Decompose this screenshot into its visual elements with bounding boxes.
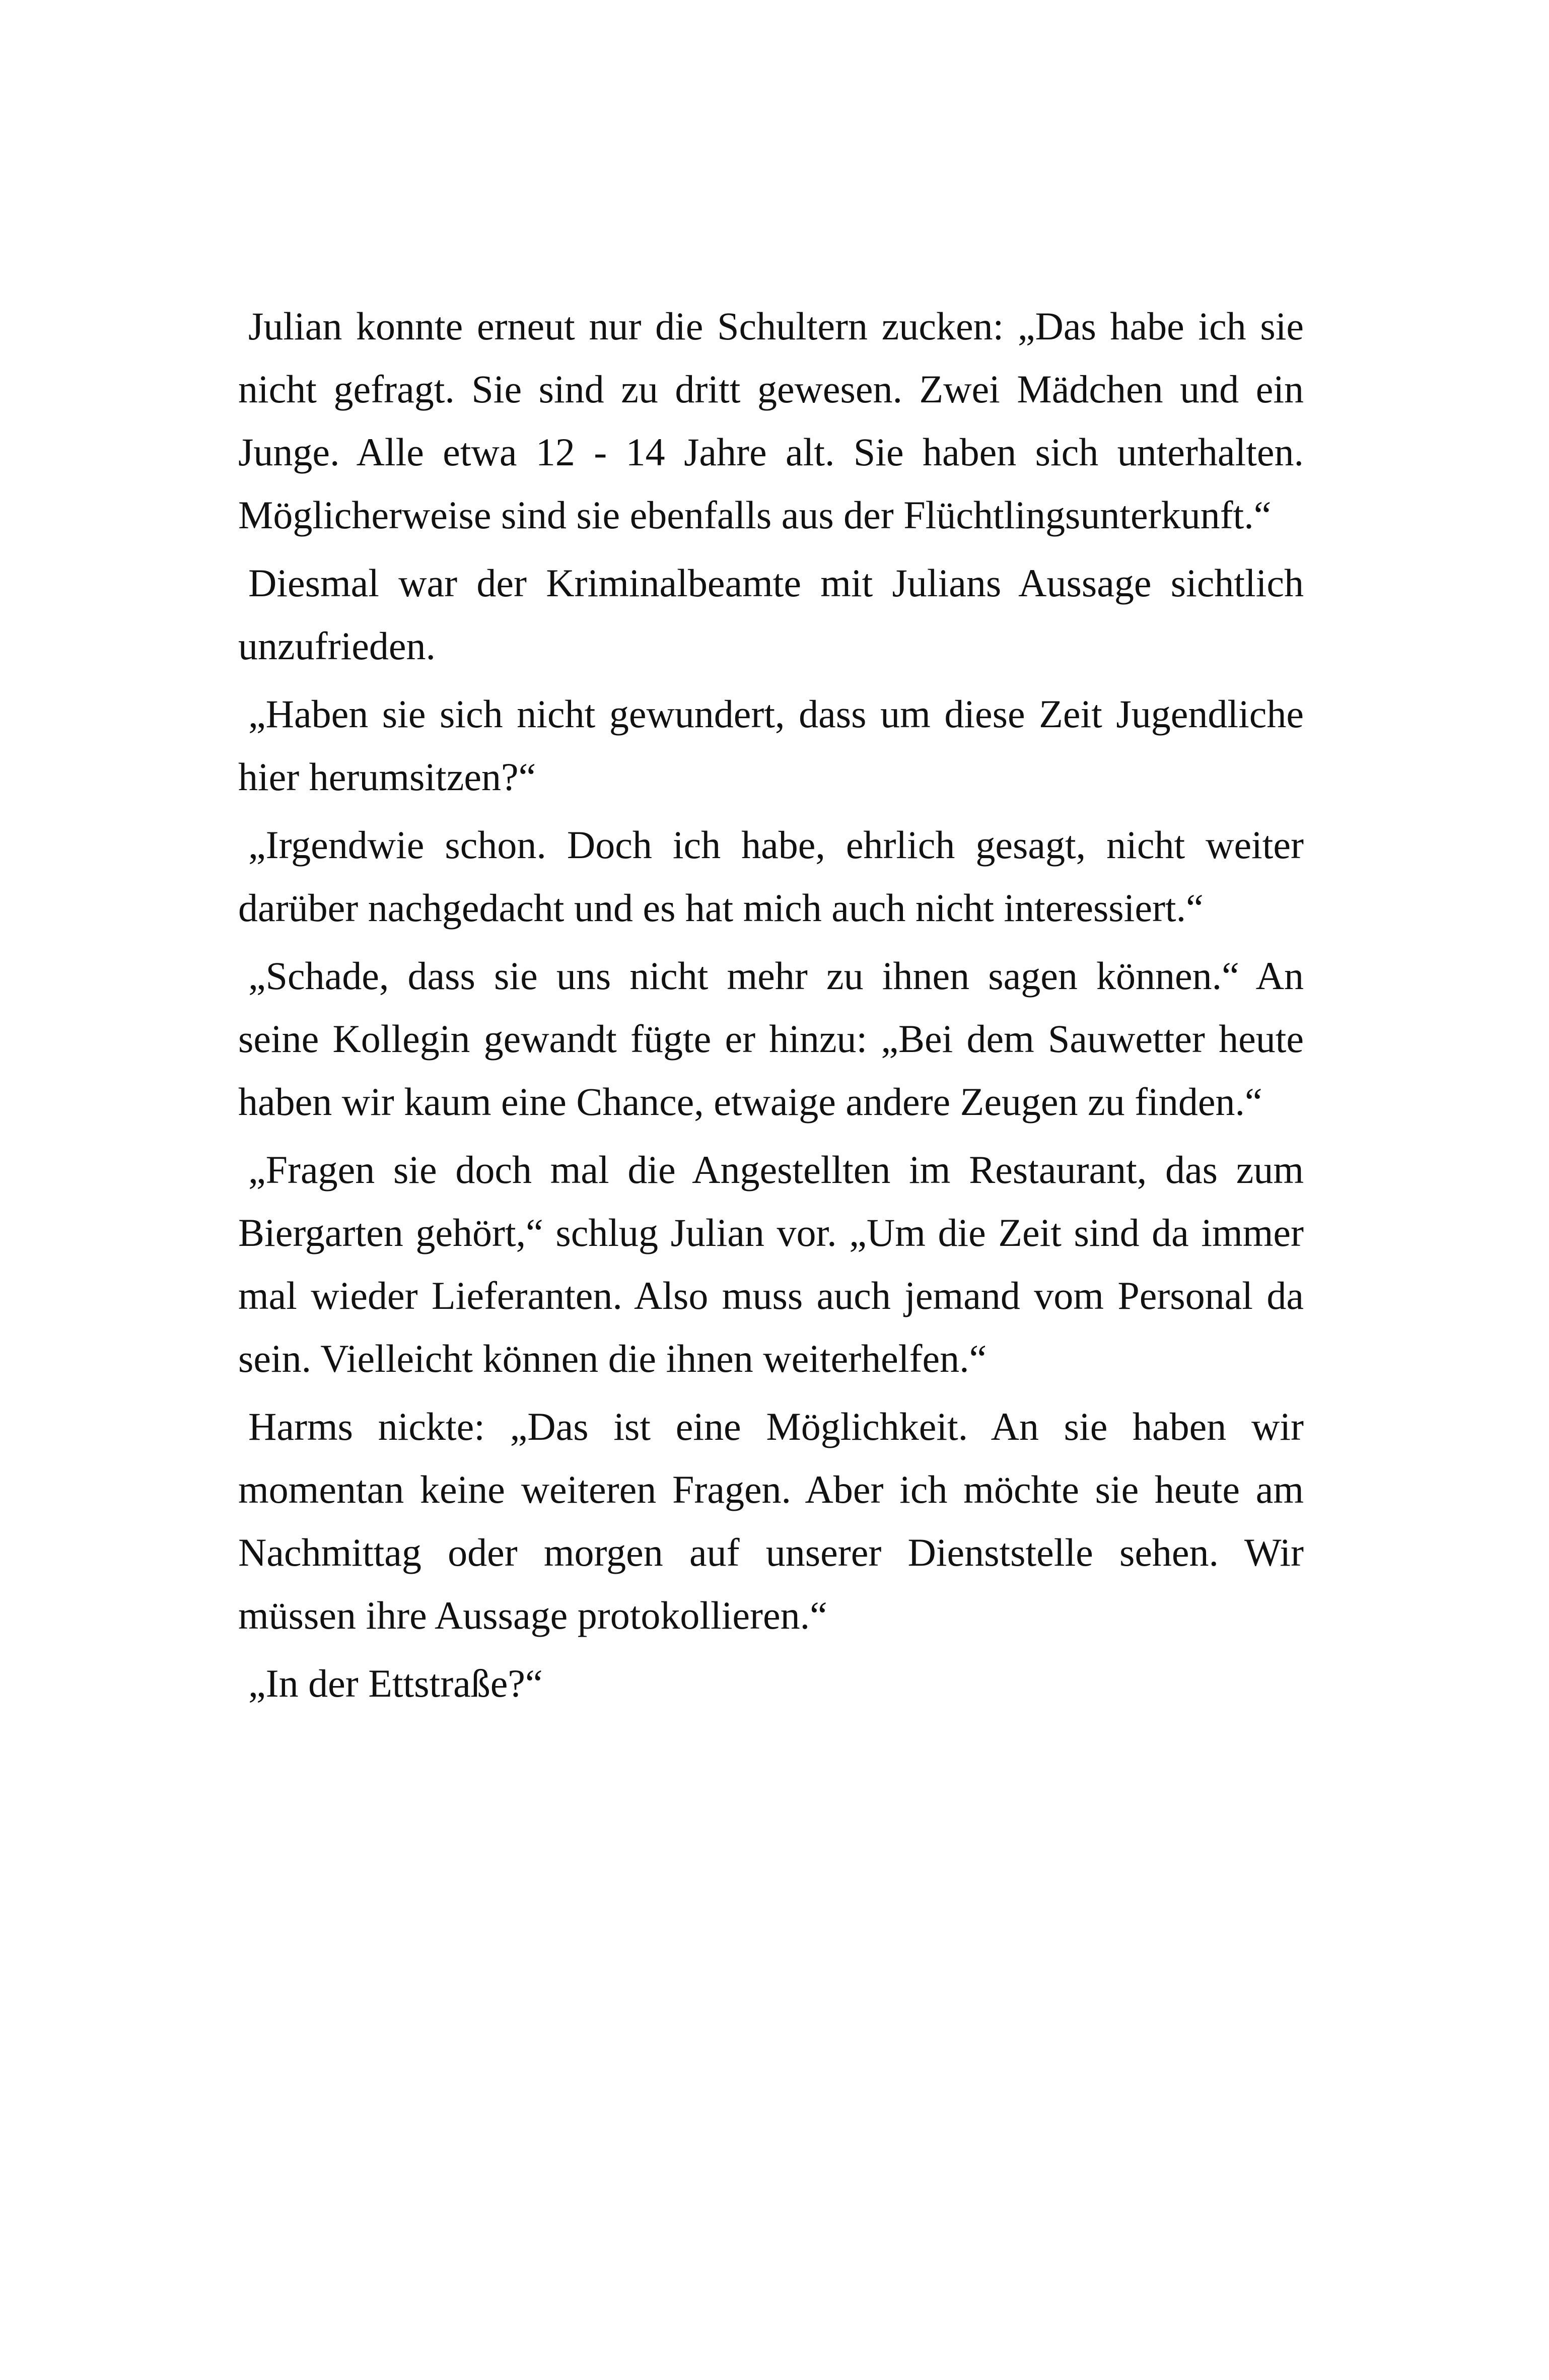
paragraph: Diesmal war der Kriminalbeamte mit Julians Aussage sichtlich unzufrieden.	[238, 561, 1304, 668]
paragraph: „Irgendwie schon. Doch ich habe, ehrlich gesagt, nicht weiter darüber nachgedacht und es hat mich auch nicht interessiert.“	[238, 823, 1304, 930]
paragraph: „In der Ettstraße?“	[248, 1661, 543, 1705]
paragraph: „Schade, dass sie uns nicht mehr zu ihnen sagen können.“ An seine Kollegin gewandt fügte er hinzu: „Bei dem Sauwetter heute haben wir kaum eine Chance, etwaige andere Zeugen zu finden.“	[238, 954, 1304, 1124]
paragraph: „Haben sie sich nicht gewundert, dass um diese Zeit Jugendliche hier herumsitzen?“	[238, 692, 1304, 799]
body-text	[238, 295, 1304, 1720]
paragraph: „Fragen sie doch mal die Angestellten im Restaurant, das zum Biergarten gehört,“ schlug Julian vor. „Um die Zeit sind da immer mal wieder Lieferanten. Also muss auch jemand vom Personal da sein. Vielleicht können die ihnen weiterhelfen.“	[238, 1148, 1304, 1380]
paragraph: Julian konnte erneut nur die Schultern zucken: „Das habe ich sie nicht gefragt. Sie sind zu dritt gewesen. Zwei Mädchen und ein Junge. Alle etwa 12 - 14 Jahre alt. Sie haben sich unterhalten. Möglicherweise sind sie ebenfalls aus der Flüchtlingsunterkunft.“	[238, 304, 1304, 537]
paragraph: Harms nickte: „Das ist eine Möglichkeit. An sie haben wir momentan keine weiteren Fragen. Aber ich möchte sie heute am Nachmittag oder morgen auf unserer Dienststelle sehen. Wir müssen ihre Aussage protokollieren.“	[238, 1405, 1304, 1637]
